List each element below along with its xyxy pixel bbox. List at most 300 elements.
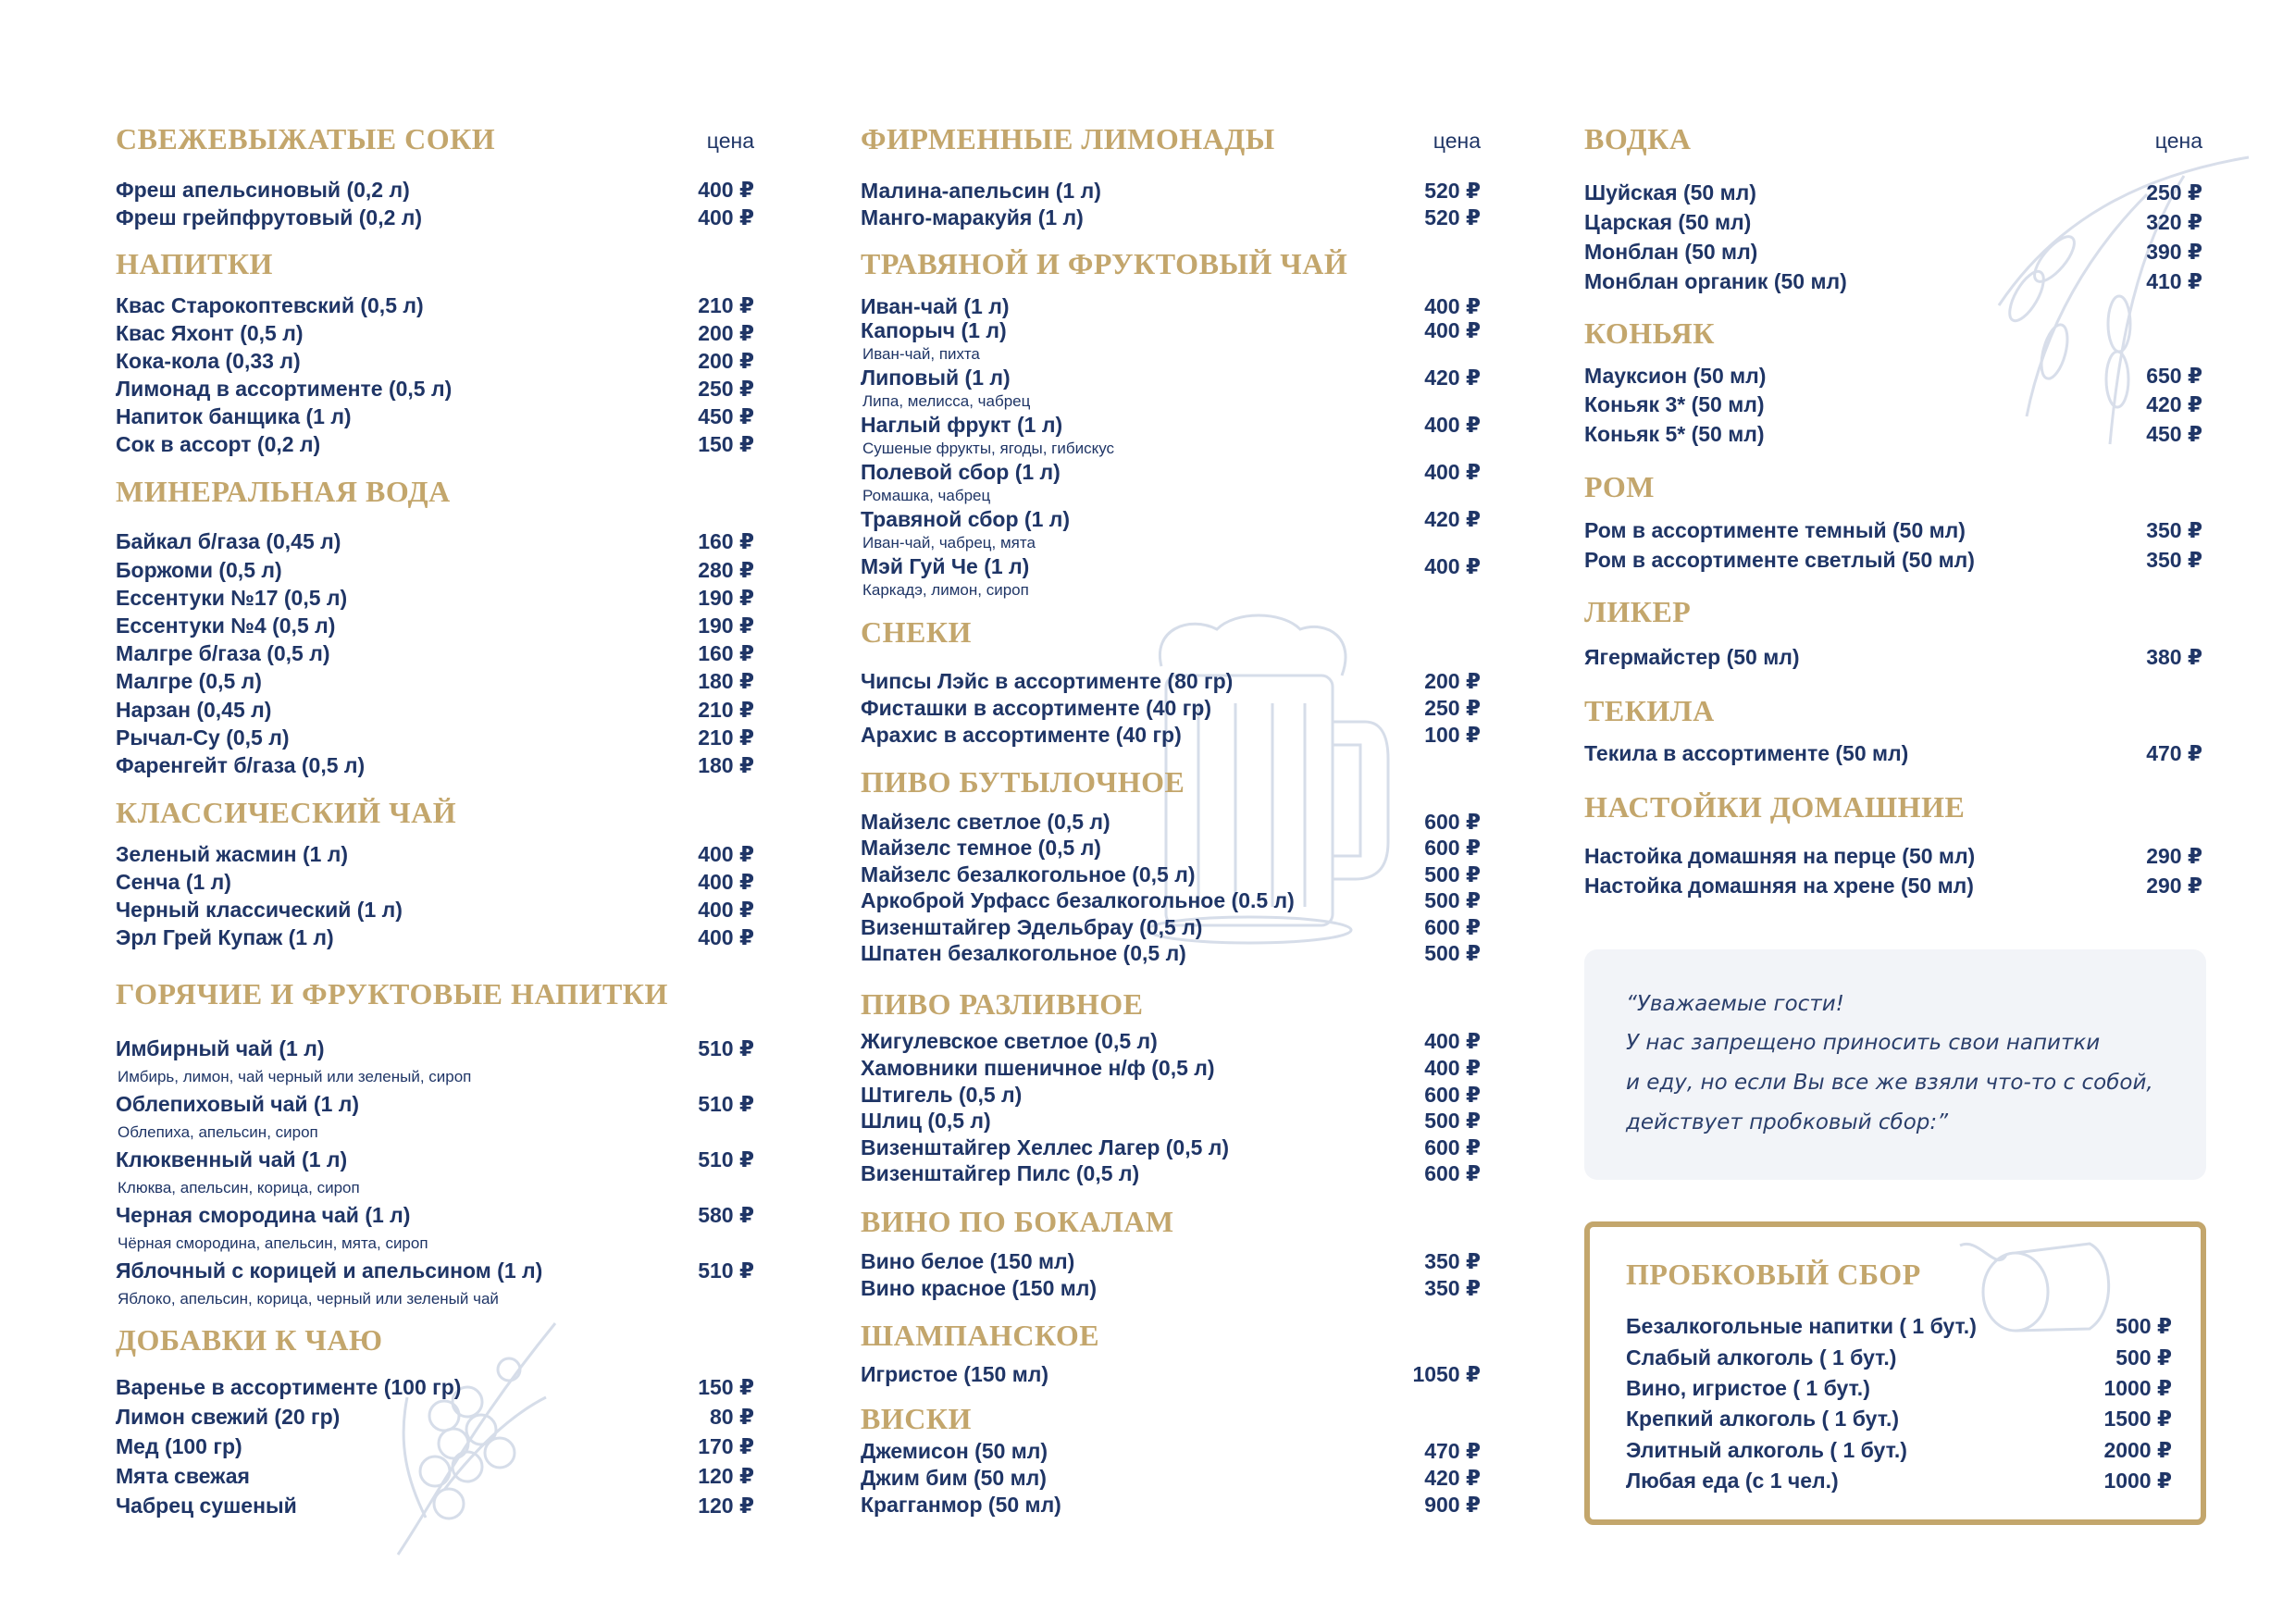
menu-item bbox=[1584, 178, 2202, 207]
item-price: 250 ₽ bbox=[2146, 180, 2202, 205]
item-price: 400 ₽ bbox=[698, 869, 754, 894]
menu-item bbox=[1584, 207, 2202, 237]
menu-item bbox=[861, 205, 1481, 231]
section-items bbox=[1584, 361, 2202, 449]
item-price: 150 ₽ bbox=[698, 1374, 754, 1399]
item-price: 510 ₽ bbox=[698, 1258, 754, 1283]
section-items bbox=[861, 668, 1481, 749]
menu-item bbox=[116, 612, 754, 639]
guest-notice-box bbox=[1584, 949, 2206, 1180]
item-name: Арахис в ассортименте (40 гр) bbox=[861, 722, 1182, 747]
item-price: 290 ₽ bbox=[2146, 843, 2202, 868]
item-name: Штигель (0,5 л) bbox=[861, 1082, 1023, 1107]
item-price: 1000 ₽ bbox=[2103, 1375, 2172, 1400]
item-price: 600 ₽ bbox=[1424, 836, 1481, 860]
item-name: Малина-апельсин (1 л) bbox=[861, 178, 1101, 203]
menu-item bbox=[116, 1402, 754, 1432]
menu-item bbox=[1626, 1466, 2172, 1496]
item-name: Клюквенный чай (1 л) bbox=[116, 1147, 348, 1172]
menu-item bbox=[116, 556, 754, 584]
menu-item bbox=[116, 1036, 754, 1061]
price-column-header: цена bbox=[2154, 129, 2202, 153]
notice-line: действует пробковый сбор:” bbox=[1626, 1110, 1949, 1134]
section-items bbox=[116, 176, 754, 231]
corkage-box bbox=[1584, 1221, 2206, 1525]
item-price: 410 ₽ bbox=[2146, 268, 2202, 293]
item-price: 500 ₽ bbox=[1424, 1109, 1481, 1134]
item-price: 420 ₽ bbox=[2146, 392, 2202, 416]
menu-item bbox=[116, 430, 754, 458]
item-price: 420 ₽ bbox=[1424, 1465, 1481, 1490]
item-name: Боржоми (0,5 л) bbox=[116, 557, 282, 582]
item-name: Крагганмор (50 мл) bbox=[861, 1492, 1061, 1517]
menu-item bbox=[1626, 1404, 2172, 1434]
menu-item bbox=[116, 375, 754, 403]
item-price: 900 ₽ bbox=[1424, 1492, 1481, 1517]
item-price: 400 ₽ bbox=[1424, 1029, 1481, 1054]
item-name: Эрл Грей Купаж (1 л) bbox=[116, 924, 334, 949]
menu-item bbox=[1584, 361, 2202, 391]
menu-item bbox=[861, 940, 1481, 967]
item-name: Полевой сбор (1 л) bbox=[861, 459, 1061, 484]
item-name: Черная смородина чай (1 л) bbox=[116, 1202, 411, 1227]
item-name: Фреш грейпфрутовый (0,2 л) bbox=[116, 205, 423, 229]
item-price: 500 ₽ bbox=[1424, 941, 1481, 965]
item-price: 120 ₽ bbox=[698, 1463, 754, 1488]
menu-item bbox=[116, 403, 754, 430]
item-price: 200 ₽ bbox=[698, 320, 754, 345]
menu-item bbox=[116, 1491, 754, 1520]
item-name: Имбирный чай (1 л) bbox=[116, 1035, 325, 1060]
menu-item bbox=[861, 1438, 1481, 1465]
menu-item bbox=[861, 1029, 1481, 1056]
item-name: Хамовники пшеничное н/ф (0,5 л) bbox=[861, 1056, 1215, 1081]
item-name: Майзелс безалкогольное (0,5 л) bbox=[861, 862, 1196, 886]
item-price: 170 ₽ bbox=[698, 1433, 754, 1458]
item-name: Чабрец сушеный bbox=[116, 1493, 297, 1518]
item-price: 450 ₽ bbox=[698, 403, 754, 428]
item-name: Элитный алкоголь ( 1 бут.) bbox=[1626, 1437, 1907, 1462]
menu-item bbox=[861, 318, 1481, 342]
item-name: Настойка домашняя на перце (50 мл) bbox=[1584, 843, 1976, 868]
item-price: 500 ₽ bbox=[1424, 862, 1481, 886]
item-name: Любая еда (с 1 чел.) bbox=[1626, 1469, 1839, 1494]
item-name: Майзелс темное (0,5 л) bbox=[861, 836, 1101, 860]
item-price: 180 ₽ bbox=[698, 669, 754, 694]
item-name: Рычал-Су (0,5 л) bbox=[116, 725, 290, 750]
menu-item bbox=[861, 1161, 1481, 1188]
item-name: Царская (50 мл) bbox=[1584, 209, 1752, 234]
menu-item bbox=[116, 696, 754, 724]
menu-item bbox=[116, 840, 754, 868]
item-name: Визенштайгер Пилс (0,5 л) bbox=[861, 1161, 1140, 1186]
item-name: Ессентуки №17 (0,5 л) bbox=[116, 585, 348, 610]
item-name: Наглый фрукт (1 л) bbox=[861, 412, 1063, 437]
item-name: Чипсы Лэйс в ассортименте (80 гр) bbox=[861, 668, 1234, 693]
menu-item bbox=[861, 1465, 1481, 1492]
item-name: Коньяк 5* (50 мл) bbox=[1584, 421, 1765, 446]
menu-item bbox=[861, 1248, 1481, 1275]
section-items bbox=[861, 1029, 1481, 1188]
section-title: ДОБАВКИ К ЧАЮ bbox=[116, 1323, 383, 1357]
section-title: КОНЬЯК bbox=[1584, 316, 1715, 350]
item-price: 200 ₽ bbox=[698, 348, 754, 373]
menu-item bbox=[116, 751, 754, 779]
menu-item bbox=[116, 896, 754, 924]
item-name: Шуйская (50 мл) bbox=[1584, 180, 1756, 205]
item-price: 400 ₽ bbox=[698, 897, 754, 922]
menu-item bbox=[116, 924, 754, 951]
item-price: 190 ₽ bbox=[698, 614, 754, 638]
item-name: Липовый (1 л) bbox=[861, 365, 1011, 390]
item-price: 400 ₽ bbox=[698, 205, 754, 229]
item-price: 600 ₽ bbox=[1424, 914, 1481, 939]
item-price: 510 ₽ bbox=[698, 1035, 754, 1060]
menu-item bbox=[861, 460, 1481, 484]
item-name: Мед (100 гр) bbox=[116, 1433, 242, 1458]
item-name: Сенча (1 л) bbox=[116, 869, 231, 894]
section-title: МИНЕРАЛЬНАЯ ВОДА bbox=[116, 475, 451, 508]
menu-item bbox=[861, 507, 1481, 531]
item-name: Шпатен безалкогольное (0,5 л) bbox=[861, 941, 1186, 965]
section-items bbox=[861, 809, 1481, 967]
menu-item bbox=[861, 1108, 1481, 1134]
item-price: 650 ₽ bbox=[2146, 363, 2202, 388]
item-price: 320 ₽ bbox=[2146, 209, 2202, 234]
item-name: Кока-кола (0,33 л) bbox=[116, 348, 301, 373]
item-name: Майзелс светлое (0,5 л) bbox=[861, 809, 1110, 834]
item-name: Мауксион (50 мл) bbox=[1584, 363, 1767, 388]
item-price: 600 ₽ bbox=[1424, 1161, 1481, 1186]
menu-item bbox=[861, 1361, 1481, 1388]
item-name: Аркоброй Урфасс безалкогольное (0.5 л) bbox=[861, 888, 1295, 912]
menu-item bbox=[1584, 545, 2202, 575]
menu-item bbox=[861, 722, 1481, 749]
item-price: 520 ₽ bbox=[1424, 178, 1481, 203]
item-name: Шлиц (0,5 л) bbox=[861, 1109, 991, 1134]
menu-item bbox=[861, 1134, 1481, 1161]
item-name: Черный классический (1 л) bbox=[116, 897, 403, 922]
menu-item bbox=[116, 1372, 754, 1402]
section-title: НАПИТКИ bbox=[116, 247, 273, 280]
section-title: ЛИКЕР bbox=[1584, 595, 1692, 628]
item-name: Жигулевское светлое (0,5 л) bbox=[861, 1029, 1158, 1054]
item-price: 510 ₽ bbox=[698, 1091, 754, 1116]
item-price: 190 ₽ bbox=[698, 585, 754, 610]
item-name: Капорыч (1 л) bbox=[861, 317, 1007, 342]
item-price: 400 ₽ bbox=[1424, 553, 1481, 578]
menu-item bbox=[116, 319, 754, 347]
item-name: Ягермайстер (50 мл) bbox=[1584, 644, 1800, 669]
item-price: 600 ₽ bbox=[1424, 1134, 1481, 1159]
item-price: 500 ₽ bbox=[2115, 1314, 2172, 1339]
section-items bbox=[861, 1438, 1481, 1519]
item-price: 510 ₽ bbox=[698, 1147, 754, 1172]
item-price: 380 ₽ bbox=[2146, 644, 2202, 669]
menu-item bbox=[861, 1055, 1481, 1082]
item-price: 160 ₽ bbox=[698, 641, 754, 666]
item-name: Вино белое (150 мл) bbox=[861, 1248, 1075, 1273]
menu-item bbox=[1584, 419, 2202, 449]
section-items bbox=[1584, 841, 2202, 900]
item-name: Зеленый жасмин (1 л) bbox=[116, 841, 349, 866]
menu-item bbox=[116, 668, 754, 696]
corkage-list bbox=[1626, 1311, 2172, 1496]
menu-item bbox=[116, 724, 754, 751]
item-name: Настойка домашняя на хрене (50 мл) bbox=[1584, 873, 1974, 898]
item-name: Фреш апельсиновый (0,2 л) bbox=[116, 177, 410, 202]
item-description: Чёрная смородина, апельсин, мята, сироп bbox=[118, 1233, 428, 1252]
item-description: Яблоко, апельсин, корица, черный или зеленый чай bbox=[118, 1289, 499, 1308]
section-title: СНЕКИ bbox=[861, 615, 972, 649]
item-price: 290 ₽ bbox=[2146, 873, 2202, 898]
item-price: 120 ₽ bbox=[698, 1493, 754, 1518]
item-price: 210 ₽ bbox=[698, 292, 754, 317]
item-name: Слабый алкоголь ( 1 бут.) bbox=[1626, 1345, 1897, 1370]
item-name: Напиток банщика (1 л) bbox=[116, 403, 352, 428]
menu-item bbox=[116, 640, 754, 668]
item-price: 160 ₽ bbox=[698, 529, 754, 554]
item-name: Визенштайгер Эдельбрау (0,5 л) bbox=[861, 914, 1203, 939]
menu-item bbox=[116, 1203, 754, 1228]
menu-item bbox=[116, 528, 754, 556]
menu-item bbox=[861, 413, 1481, 437]
menu-item bbox=[1584, 642, 2202, 672]
menu-item bbox=[861, 178, 1481, 205]
notice-line: У нас запрещено приносить свои напитки bbox=[1626, 1031, 2101, 1055]
menu-item bbox=[116, 291, 754, 319]
menu-item bbox=[861, 294, 1481, 318]
item-price: 1050 ₽ bbox=[1412, 1361, 1481, 1386]
section-title: СВЕЖЕВЫЖАТЫЕ СОКИ bbox=[116, 122, 496, 155]
section-items bbox=[861, 1361, 1481, 1388]
menu-item bbox=[1584, 871, 2202, 900]
menu-item bbox=[1584, 515, 2202, 545]
section-items bbox=[1584, 515, 2202, 575]
item-name: Фаренгейт б/газа (0,5 л) bbox=[116, 752, 366, 777]
item-name: Манго-маракуйя (1 л) bbox=[861, 205, 1084, 229]
menu-item bbox=[861, 809, 1481, 836]
item-name: Сок в ассорт (0,2 л) bbox=[116, 431, 321, 456]
menu-item bbox=[861, 1082, 1481, 1109]
menu-item bbox=[116, 584, 754, 612]
section-items bbox=[116, 1372, 754, 1520]
item-name: Лимон свежий (20 гр) bbox=[116, 1404, 341, 1429]
item-price: 400 ₽ bbox=[1424, 293, 1481, 318]
item-price: 200 ₽ bbox=[1424, 668, 1481, 693]
section-title: ВИСКИ bbox=[861, 1402, 972, 1435]
item-price: 80 ₽ bbox=[710, 1404, 754, 1429]
item-name: Малгре (0,5 л) bbox=[116, 669, 262, 694]
menu-item bbox=[116, 1258, 754, 1283]
item-name: Байкал б/газа (0,45 л) bbox=[116, 529, 341, 554]
item-description: Имбирь, лимон, чай черный или зеленый, сироп bbox=[118, 1067, 472, 1085]
item-description: Липа, мелисса, чабрец bbox=[862, 392, 1031, 410]
menu-item bbox=[861, 695, 1481, 722]
section-items bbox=[1584, 738, 2202, 768]
item-price: 350 ₽ bbox=[1424, 1275, 1481, 1300]
menu-item bbox=[1626, 1435, 2172, 1466]
item-description: Каркадэ, лимон, сироп bbox=[862, 581, 1029, 599]
item-price: 400 ₽ bbox=[1424, 412, 1481, 437]
section-title: РОМ bbox=[1584, 470, 1655, 503]
menu-item bbox=[861, 835, 1481, 862]
item-price: 580 ₽ bbox=[698, 1202, 754, 1227]
item-name: Нарзан (0,45 л) bbox=[116, 697, 272, 722]
section-title: ШАМПАНСКОЕ bbox=[861, 1319, 1100, 1352]
section-items bbox=[861, 178, 1481, 231]
item-price: 520 ₽ bbox=[1424, 205, 1481, 229]
notice-line: и еду, но если Вы все же взяли что-то с собой, bbox=[1626, 1071, 2153, 1095]
item-description: Ромашка, чабрец bbox=[862, 487, 991, 504]
item-price: 400 ₽ bbox=[1424, 317, 1481, 342]
item-name: Джим бим (50 мл) bbox=[861, 1465, 1047, 1490]
item-price: 450 ₽ bbox=[2146, 421, 2202, 446]
section-items bbox=[1584, 178, 2202, 296]
item-price: 390 ₽ bbox=[2146, 239, 2202, 264]
item-name: Малгре б/газа (0,5 л) bbox=[116, 641, 330, 666]
menu-item bbox=[1584, 841, 2202, 871]
item-description: Клюква, апельсин, корица, сироп bbox=[118, 1178, 360, 1196]
item-name: Коньяк 3* (50 мл) bbox=[1584, 392, 1765, 416]
section-items bbox=[861, 1248, 1481, 1302]
section-title: ФИРМЕННЫЕ ЛИМОНАДЫ bbox=[861, 122, 1275, 155]
menu-item bbox=[1626, 1373, 2172, 1404]
item-name: Безалкогольные напитки ( 1 бут.) bbox=[1626, 1314, 1977, 1339]
item-name: Фисташки в ассортименте (40 гр) bbox=[861, 695, 1211, 720]
item-name: Мэй Гуй Че (1 л) bbox=[861, 553, 1030, 578]
section-title: ВИНО ПО БОКАЛАМ bbox=[861, 1205, 1174, 1238]
menu-item bbox=[1626, 1311, 2172, 1342]
item-name: Вино красное (150 мл) bbox=[861, 1275, 1098, 1300]
menu-item bbox=[116, 1461, 754, 1491]
item-description: Облепиха, апельсин, сироп bbox=[118, 1122, 318, 1141]
section-items bbox=[116, 291, 754, 458]
item-name: Ессентуки №4 (0,5 л) bbox=[116, 614, 336, 638]
section-title: ПИВО РАЗЛИВНОЕ bbox=[861, 987, 1144, 1021]
price-column-header: цена bbox=[1433, 129, 1481, 153]
item-price: 280 ₽ bbox=[698, 557, 754, 582]
item-name: Вино, игристое ( 1 бут.) bbox=[1626, 1375, 1870, 1400]
menu-item bbox=[1584, 738, 2202, 768]
item-description: Иван-чай, пихта bbox=[862, 345, 980, 363]
item-name: Джемисон (50 мл) bbox=[861, 1438, 1048, 1463]
menu-item bbox=[116, 204, 754, 231]
menu-item bbox=[861, 366, 1481, 390]
item-price: 210 ₽ bbox=[698, 697, 754, 722]
section-title: КЛАССИЧЕСКИЙ ЧАЙ bbox=[116, 796, 457, 829]
item-price: 350 ₽ bbox=[1424, 1248, 1481, 1273]
item-name: Игристое (150 мл) bbox=[861, 1361, 1048, 1386]
menu-item bbox=[116, 868, 754, 896]
item-price: 400 ₽ bbox=[1424, 459, 1481, 484]
item-price: 400 ₽ bbox=[698, 924, 754, 949]
item-price: 1000 ₽ bbox=[2103, 1469, 2172, 1494]
section-title: ГОРЯЧИЕ И ФРУКТОВЫЕ НАПИТКИ bbox=[116, 977, 668, 1010]
menu-item bbox=[861, 1492, 1481, 1519]
item-price: 350 ₽ bbox=[2146, 547, 2202, 572]
item-name: Квас Яхонт (0,5 л) bbox=[116, 320, 304, 345]
section-title: ВОДКА bbox=[1584, 122, 1692, 155]
menu-item bbox=[1584, 237, 2202, 267]
item-name: Ром в ассортименте светлый (50 мл) bbox=[1584, 547, 1975, 572]
item-price: 600 ₽ bbox=[1424, 809, 1481, 834]
item-price: 400 ₽ bbox=[1424, 1056, 1481, 1081]
item-price: 100 ₽ bbox=[1424, 722, 1481, 747]
item-price: 350 ₽ bbox=[2146, 517, 2202, 542]
item-price: 600 ₽ bbox=[1424, 1082, 1481, 1107]
item-price: 2000 ₽ bbox=[2103, 1437, 2172, 1462]
price-column-header: цена bbox=[706, 129, 754, 153]
menu-item bbox=[116, 176, 754, 204]
item-price: 180 ₽ bbox=[698, 752, 754, 777]
section-items bbox=[116, 528, 754, 780]
item-name: Облепиховый чай (1 л) bbox=[116, 1091, 360, 1116]
item-price: 470 ₽ bbox=[1424, 1438, 1481, 1463]
item-name: Мята свежая bbox=[116, 1463, 250, 1488]
item-price: 500 ₽ bbox=[1424, 888, 1481, 912]
menu-item bbox=[116, 1432, 754, 1461]
item-name: Яблочный с корицей и апельсином (1 л) bbox=[116, 1258, 543, 1283]
menu-item bbox=[116, 1092, 754, 1117]
item-name: Монблан (50 мл) bbox=[1584, 239, 1758, 264]
section-title: ПИВО БУТЫЛОЧНОЕ bbox=[861, 765, 1185, 799]
section-items bbox=[116, 840, 754, 951]
menu-item bbox=[116, 347, 754, 375]
item-price: 1500 ₽ bbox=[2103, 1407, 2172, 1432]
item-price: 210 ₽ bbox=[698, 725, 754, 750]
item-price: 250 ₽ bbox=[1424, 695, 1481, 720]
item-name: Квас Старокоптевский (0,5 л) bbox=[116, 292, 424, 317]
item-price: 150 ₽ bbox=[698, 431, 754, 456]
section-items bbox=[116, 1036, 754, 1314]
item-name: Лимонад в ассортименте (0,5 л) bbox=[116, 376, 453, 401]
item-name: Крепкий алкоголь ( 1 бут.) bbox=[1626, 1407, 1900, 1432]
section-title: НАСТОЙКИ ДОМАШНИЕ bbox=[1584, 790, 1966, 824]
menu-item bbox=[116, 1147, 754, 1172]
item-price: 420 ₽ bbox=[1424, 365, 1481, 390]
item-price: 420 ₽ bbox=[1424, 506, 1481, 531]
item-price: 400 ₽ bbox=[698, 177, 754, 202]
menu-item bbox=[861, 887, 1481, 914]
section-title: ТРАВЯНОЙ И ФРУКТОВЫЙ ЧАЙ bbox=[861, 247, 1348, 280]
item-price: 470 ₽ bbox=[2146, 740, 2202, 765]
item-description: Иван-чай, чабрец, мята bbox=[862, 534, 1036, 552]
item-description: Сушеные фрукты, ягоды, гибискус bbox=[862, 440, 1115, 457]
item-name: Визенштайгер Хеллес Лагер (0,5 л) bbox=[861, 1134, 1230, 1159]
section-title: ТЕКИЛА bbox=[1584, 694, 1715, 727]
notice-line: “Уважаемые гости! bbox=[1626, 992, 1844, 1016]
section-items bbox=[861, 294, 1481, 601]
item-price: 500 ₽ bbox=[2115, 1345, 2172, 1370]
item-name: Травяной сбор (1 л) bbox=[861, 506, 1071, 531]
menu-item bbox=[1584, 391, 2202, 420]
item-name: Иван-чай (1 л) bbox=[861, 293, 1010, 318]
corkage-title: ПРОБКОВЫЙ СБОР bbox=[1626, 1258, 1921, 1291]
menu-item bbox=[861, 554, 1481, 578]
section-items bbox=[1584, 642, 2202, 672]
menu-item bbox=[861, 668, 1481, 695]
menu-item bbox=[1584, 267, 2202, 296]
item-price: 400 ₽ bbox=[698, 841, 754, 866]
item-name: Текила в ассортименте (50 мл) bbox=[1584, 740, 1909, 765]
menu-item bbox=[861, 914, 1481, 941]
menu-item bbox=[861, 862, 1481, 888]
menu-item bbox=[861, 1275, 1481, 1302]
item-name: Варенье в ассортименте (100 гр) bbox=[116, 1374, 462, 1399]
item-name: Монблан органик (50 мл) bbox=[1584, 268, 1847, 293]
menu-item bbox=[1626, 1342, 2172, 1372]
